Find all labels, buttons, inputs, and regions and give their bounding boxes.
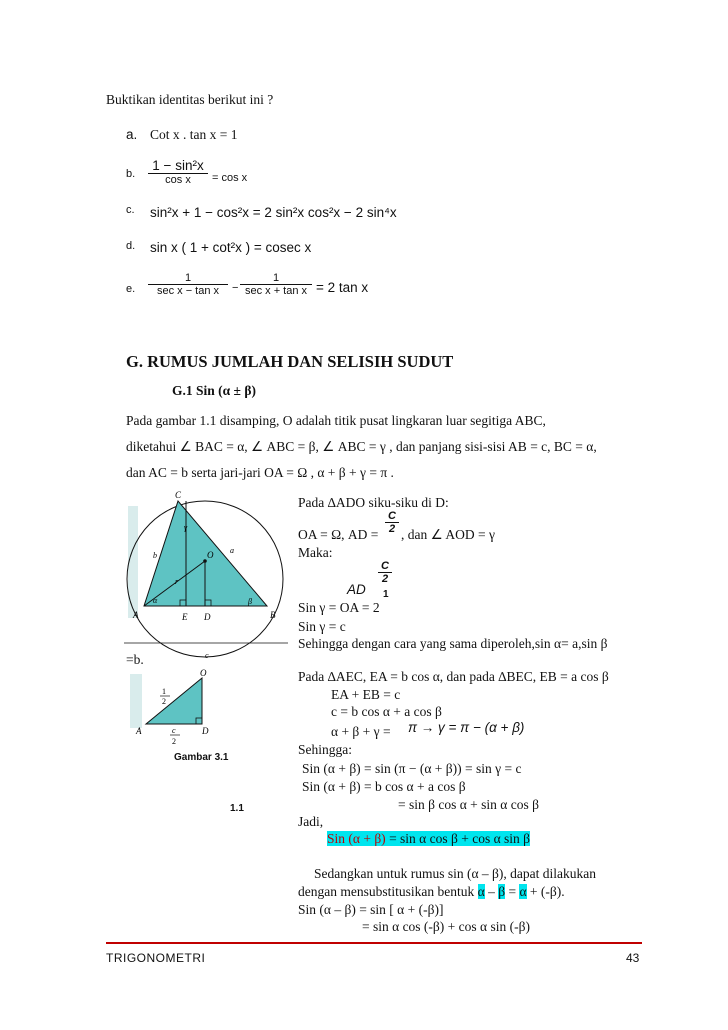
small-half-den: 2 <box>162 697 166 706</box>
proof-sub-alpha2: α <box>519 884 527 899</box>
item-e-minus: − <box>232 282 239 294</box>
proof-ad-label: AD <box>347 582 366 597</box>
small-triangle-figure <box>130 668 240 748</box>
item-e-den2: sec x + tan x <box>240 284 312 297</box>
figure-caption-number: 1.1 <box>230 803 244 814</box>
item-e-num2: 1 <box>272 272 280 284</box>
proof-sin-diff-2: = sin α cos (-β) + cos α sin (-β) <box>362 919 530 934</box>
proof-ad-den: 2 <box>385 522 399 535</box>
triangle-ado <box>146 678 202 724</box>
proof-sin-sum-1: Sin (α + β) = sin (π − (α + β)) = sin γ = c <box>302 761 522 776</box>
proof-sin-den: 2 <box>378 572 392 585</box>
proof-sin-diff-1: Sin (α – β) = sin [ α + (-β)] <box>298 902 444 917</box>
proof-aec: Pada ∆AEC, EA = b cos α, dan pada ∆BEC, EB = a cos β <box>298 669 609 684</box>
para-line-2: diketahui ∠ BAC = α, ∠ ABC = β, ∠ ABC = γ , dan panjang sisi-sisi AB = c, BC = α, <box>126 439 597 454</box>
proof-sub-beta: β <box>498 884 506 899</box>
label-alpha: α <box>153 596 158 605</box>
subsection-heading: G.1 Sin (α ± β) <box>172 383 256 398</box>
item-a-label: a. <box>126 127 138 142</box>
proof-sehingga: Sehingga: <box>298 742 352 757</box>
proof-jadi: Jadi, <box>298 814 324 829</box>
stray-text: =b. <box>126 652 144 667</box>
proof-difference-intro: Sedangkan untuk rumus sin (α – β), dapat dilakukan <box>314 866 597 881</box>
proof-sub-mid2: = <box>505 884 520 899</box>
small-label-c: c <box>172 726 176 735</box>
item-e-rhs: = 2 tan x <box>316 280 369 295</box>
small-half-num: 1 <box>162 687 166 696</box>
proof-result-rhs: = sin α cos β + cos α sin β <box>385 831 531 846</box>
small-side-band <box>130 674 142 728</box>
para-line-3: dan AC = b serta jari-jari OA = Ω , α + β + γ = π . <box>126 465 394 480</box>
item-a-text: Cot x . tan x = 1 <box>150 127 238 142</box>
circumcircle-figure <box>120 486 290 676</box>
proof-sin-gamma-1: Sin γ = OA = 2 <box>298 600 380 615</box>
proof-sub-alpha: α <box>477 884 485 899</box>
label-d: D <box>204 612 211 622</box>
proof-sub-pre: dengan mensubstitusikan bentuk <box>298 884 478 899</box>
proof-sin-sum-3: = sin β cos α + sin α cos β <box>398 797 539 812</box>
label-r: r <box>175 577 179 586</box>
figure-caption: Gambar 3.1 <box>174 752 229 763</box>
item-e-fraction-2 <box>240 272 312 297</box>
proof-result-lhs: Sin (α + β) <box>327 831 386 846</box>
small-label-d: D <box>202 726 209 736</box>
footer-rule <box>106 942 642 944</box>
label-c-vertex: C <box>174 490 182 500</box>
proof-ad-fraction <box>385 510 399 535</box>
label-beta: β <box>248 597 252 606</box>
label-gamma: γ <box>184 523 188 532</box>
proof-c-eq: c = b cos α + a cos β <box>331 704 442 719</box>
proof-ad-num: C <box>388 510 396 522</box>
proof-maka: Maka: <box>298 545 333 560</box>
proof-sub-post: + (-β). <box>526 884 565 899</box>
item-e-label: e. <box>126 283 136 295</box>
label-a-vertex: A <box>133 610 139 620</box>
section-heading: G. RUMUS JUMLAH DAN SELISIH SUDUT <box>126 352 454 371</box>
proof-angle-sum-b: π → γ = π − (α + β) <box>408 720 525 735</box>
label-b-vertex: B <box>270 610 276 620</box>
item-c-text: sin²x + 1 − cos²x = 2 sin²x cos²x − 2 sin⁴x <box>150 205 397 220</box>
intro-text: Buktikan identitas berikut ini ? <box>106 92 274 107</box>
item-b-denominator: cos x <box>148 173 208 186</box>
item-b-fraction <box>148 158 208 186</box>
page-number: 43 <box>626 951 640 965</box>
proof-angle-sum-a: α + β + γ = <box>331 724 391 739</box>
item-d-text: sin x ( 1 + cot²x ) = cosec x <box>150 240 312 255</box>
label-e: E <box>182 612 188 622</box>
proof-line-1: Pada ∆ADO siku-siku di D: <box>298 495 449 510</box>
label-c-side: c <box>205 651 209 660</box>
label-b-side: b <box>153 551 157 560</box>
proof-sin-sum-2: Sin (α + β) = b cos α + a cos β <box>302 779 466 794</box>
item-b-numerator: 1 − sin²x <box>152 158 204 173</box>
small-label-c2: 2 <box>172 737 176 746</box>
small-label-a: A <box>136 726 142 736</box>
label-a-side: a <box>230 546 234 555</box>
proof-line-2-post: , dan ∠ AOD = γ <box>401 527 495 542</box>
proof-sin-fraction-top <box>378 560 392 585</box>
proof-substitution <box>298 884 565 900</box>
figure-side-band <box>128 506 138 618</box>
para-line-1: Pada gambar 1.1 disamping, O adalah titik pusat lingkaran luar segitiga ABC, <box>126 413 546 428</box>
item-b-label: b. <box>126 168 136 180</box>
small-label-o: O <box>200 668 207 678</box>
proof-similar: Sehingga dengan cara yang sama diperoleh,sin α= a,sin β <box>298 636 608 651</box>
item-e-den1: sec x − tan x <box>148 284 228 297</box>
label-o-center: O <box>207 550 214 560</box>
item-b-rhs: = cos x <box>212 172 248 184</box>
proof-ea-eb: EA + EB = c <box>331 687 401 702</box>
proof-result <box>327 831 530 847</box>
proof-sub-mid1: – <box>484 884 499 899</box>
item-d-label: d. <box>126 240 136 252</box>
proof-sin-num: C <box>381 560 389 572</box>
footer-title: TRIGONOMETRI <box>106 951 206 965</box>
proof-small-1: 1 <box>383 589 389 600</box>
item-e-num1: 1 <box>184 272 192 284</box>
item-e-fraction-1 <box>148 272 228 297</box>
proof-line-2-pre: OA = Ω, AD = <box>298 527 379 542</box>
item-c-label: c. <box>126 204 135 216</box>
proof-sin-gamma-2: Sin γ = c <box>298 619 346 634</box>
